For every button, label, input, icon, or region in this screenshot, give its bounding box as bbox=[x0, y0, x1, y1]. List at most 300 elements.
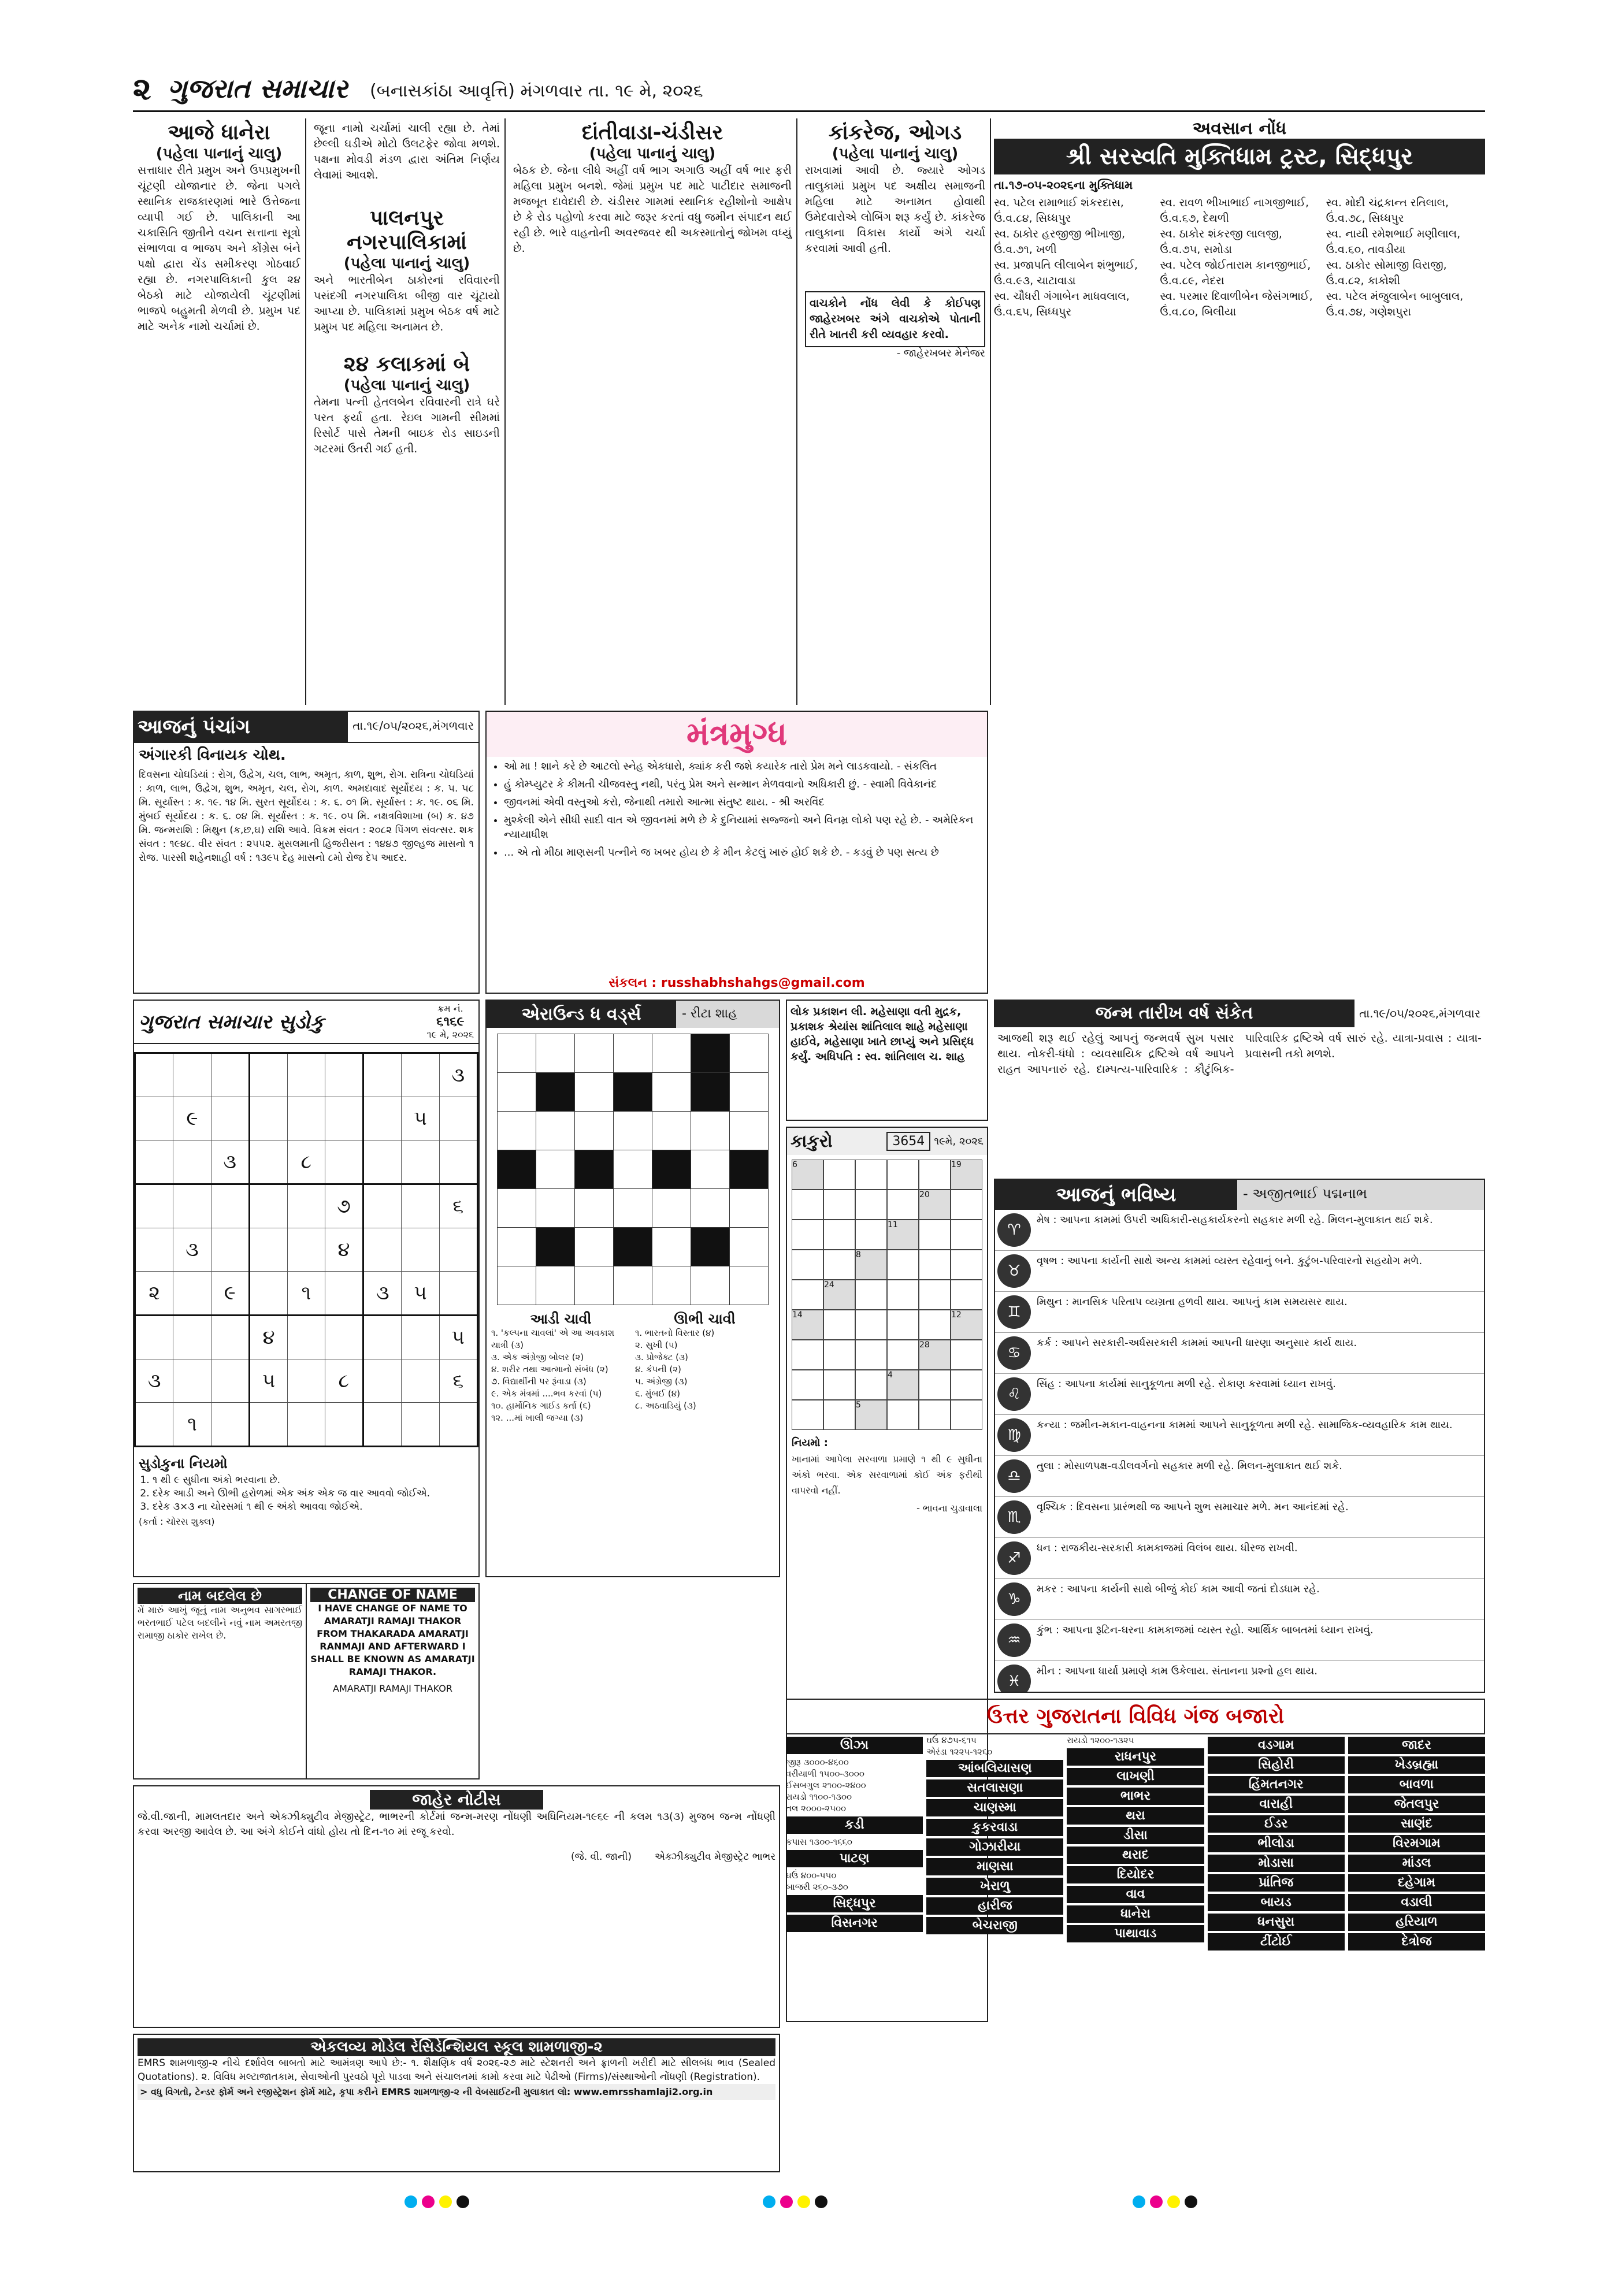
across-clue: ૪. શરીર તથા આત્માનો સંબંધ (૨) bbox=[491, 1364, 608, 1374]
sudoku-cell bbox=[211, 1403, 249, 1447]
market-column bbox=[926, 1734, 1063, 1953]
sudoku-rule: 3. દરેક ૩×૩ ના ચોરસમાં ૧ થી ૯ અંકો આવવા જોઈએ. bbox=[153, 1500, 474, 1514]
horoscope-text: કન્યા : જમીન-મકાન-વાહનના કામમાં આપને સાનુકૂળતા મળી રહે. સામાજિક-વ્યવહારિક કામ થાય. bbox=[1037, 1419, 1453, 1431]
market-name: કુકરવાડા bbox=[926, 1819, 1063, 1836]
sudoku-cell bbox=[363, 1403, 402, 1447]
sudoku-cell bbox=[173, 1053, 211, 1097]
kakuro-number: 3654 bbox=[886, 1132, 930, 1151]
magenta-dot bbox=[1150, 2195, 1163, 2208]
mantra-title: મંત્રમુગ્ધ bbox=[487, 712, 987, 757]
article-body: અને ભારતીબેન ઠાકોરનાં રવિવારની પસંદગી નગરપાલિકા બીજી વાર ચૂંટાયો આપ્યા છે. પાલિકામાં પ્રમુખ બેઠક વર્ષ માટે પ્રમુખ પદ મહિલા અનામત છે. bbox=[314, 274, 500, 333]
crossword-cell bbox=[498, 1073, 536, 1112]
market-name: ટીંટોઈ bbox=[1208, 1933, 1345, 1951]
sudoku-cell bbox=[363, 1359, 402, 1403]
market-name: વડાલી bbox=[1348, 1894, 1485, 1911]
across-clue: ૯. એક મંત્રમાં ....ભવ કરવાં (૫) bbox=[491, 1388, 602, 1399]
horoscope-title: આજનું ભવિષ્ય bbox=[995, 1180, 1237, 1210]
market-rate: રાયડો ૧૨૦૦-૧૩૨૫ bbox=[1067, 1735, 1134, 1745]
sudoku-cell bbox=[211, 1228, 249, 1272]
zodiac-icon: ♊ bbox=[997, 1295, 1031, 1329]
kakuro-cell bbox=[919, 1310, 951, 1340]
market-name: વાવ bbox=[1067, 1886, 1204, 1903]
sudoku-cell bbox=[439, 1097, 477, 1140]
crossword-cell bbox=[614, 1150, 652, 1189]
article-dantiwada bbox=[509, 118, 797, 705]
market-name: પાટણ bbox=[786, 1850, 923, 1867]
namechange-en-sign: AMARATJI RAMAJI THAKOR bbox=[333, 1683, 452, 1694]
crossword-cell bbox=[652, 1189, 691, 1228]
article-body: તેમના પત્ની હેતલબેન રવિવારની રાત્રે ઘરે પરત ફર્યા હતા. રેઇલ ગામની સીમમાં રિસોર્ટ પાસે તેમની બાઇક રોડ સાઇડની ગટરમાં ઉતરી ગઈ હતી. bbox=[314, 396, 500, 455]
crossword-cell bbox=[691, 1073, 730, 1112]
down-clue: ૧. ભારતનો વિસ્તાર (૪) bbox=[635, 1328, 715, 1338]
market-name: ભાભર bbox=[1067, 1788, 1204, 1805]
kakuro-cell bbox=[792, 1370, 823, 1400]
birthday-section bbox=[994, 1000, 1485, 1173]
market-name: દિયોદર bbox=[1067, 1866, 1204, 1883]
sudoku-cell bbox=[135, 1097, 173, 1140]
kakuro-cell bbox=[919, 1280, 951, 1310]
sudoku-cell: ૫ bbox=[249, 1359, 287, 1403]
sudoku-credit: (કર્તા : ચોરસ શુક્લ) bbox=[139, 1516, 215, 1527]
crossword-cell bbox=[730, 1189, 769, 1228]
market-name: સિદ્ધપુર bbox=[786, 1895, 923, 1912]
crossword-cell bbox=[536, 1228, 575, 1266]
kakuro-cell bbox=[792, 1220, 823, 1250]
emrs-body: EMRS શામળાજી-૨ નીચે દર્શાવેલ બાબતો માટે આમંત્રણ આપે છે:- ૧. શૈક્ષણિક વર્ષ ૨૦૨૬-૨૭ માટે સ્ટેશનરી અને ફ્રાળની ખરીદી માટે સીલબંધ ભાવ (Sealed Quotations). ૨. વિવિધ મલ્ટાજાતકામ, સેવાઓની પુરવઠો પૂરો પાડવા અને સંચાલનમાં કામો કરવા માટે પેઢીઓ (Firms)/સંસ્થાઓની નોંધણી (Registration). bbox=[138, 2057, 775, 2083]
obituary-section bbox=[994, 118, 1485, 705]
crossword-cell bbox=[730, 1150, 769, 1189]
market-name: બાવળા bbox=[1348, 1776, 1485, 1793]
sudoku-section bbox=[133, 1000, 480, 1577]
sudoku-cell bbox=[439, 1140, 477, 1184]
market-name: ઊંઝા bbox=[786, 1737, 923, 1754]
kakuro-cell bbox=[823, 1340, 855, 1370]
crossword-cell bbox=[575, 1266, 614, 1305]
crossword-cell bbox=[575, 1073, 614, 1112]
sudoku-cell bbox=[249, 1140, 287, 1184]
crossword-row bbox=[498, 1150, 769, 1189]
sudoku-cell bbox=[439, 1272, 477, 1316]
article-subtitle: (પહેલા પાનાનું ચાલુ) bbox=[343, 377, 470, 394]
kakuro-cell bbox=[823, 1370, 855, 1400]
crossword-cell bbox=[652, 1266, 691, 1305]
crossword-cell bbox=[652, 1228, 691, 1266]
crossword-cell bbox=[614, 1189, 652, 1228]
markets-section bbox=[786, 1699, 1485, 2172]
kakuro-cell bbox=[823, 1250, 855, 1280]
market-name: પાથાવાડ bbox=[1067, 1925, 1204, 1942]
sudoku-row bbox=[135, 1097, 478, 1140]
market-column bbox=[786, 1734, 923, 1953]
kakuro-cell bbox=[855, 1280, 887, 1310]
crossword-cell bbox=[575, 1228, 614, 1266]
market-name: હરિયાળ bbox=[1348, 1914, 1485, 1931]
crossword-row bbox=[498, 1112, 769, 1150]
kakuro-cell bbox=[887, 1190, 919, 1220]
market-name: દેત્રોજ bbox=[1348, 1933, 1485, 1951]
mantra-line: • ... એ તો મીઠા માણસની પત્નીને જ ખબર હોય છે કે મીન કેટલું ખારું હોઈ શકે છે. - કડવું છે પણ સત્ય છે bbox=[504, 845, 982, 860]
crossword-cell bbox=[498, 1112, 536, 1150]
horoscope-row bbox=[995, 1661, 1484, 1693]
horoscope-text: કર્ક : આપને સરકારી-અર્ધસરકારી કામમાં આપની ધારણા અનુસાર કાર્ય થાય. bbox=[1037, 1337, 1357, 1349]
crossword-section bbox=[485, 1000, 780, 1577]
sudoku-cell: ૭ bbox=[325, 1184, 363, 1228]
across-clue: ૧૨. ...માં ખાલી જગ્યા (૩) bbox=[491, 1413, 584, 1423]
horoscope-text: વૃશ્ચિક : દિવસના પ્રારંભથી જ આપને શુભ સમાચાર મળે. મન આનંદમાં રહે. bbox=[1037, 1501, 1349, 1513]
down-clues bbox=[635, 1327, 774, 1412]
mantra-section bbox=[485, 711, 988, 994]
obituary-entry: સ્વ. પટેલ મંજુલાબેન બાબુલાલ, ઉં.વ.૭૪, ગણેશપુરા bbox=[1326, 290, 1464, 318]
sudoku-cell: ૯ bbox=[211, 1272, 249, 1316]
kakuro-cell bbox=[919, 1220, 951, 1250]
kakuro-cell bbox=[823, 1310, 855, 1340]
crossword-cell bbox=[691, 1228, 730, 1266]
sudoku-cell bbox=[288, 1097, 325, 1140]
sudoku-cell: ૬ bbox=[439, 1184, 477, 1228]
kakuro-cell bbox=[823, 1160, 855, 1190]
cyan-dot bbox=[404, 2195, 417, 2208]
crossword-cell bbox=[498, 1228, 536, 1266]
namechange-body: મેં મારું આખું જૂનું નામ અનુભવ સાગરભાઈ ભરતભાઈ પટેલ બદલીને નવું નામ અમરતજી રામાજી ઠાકોર રાખેલ છે. bbox=[138, 1604, 302, 1641]
kakuro-cell bbox=[951, 1370, 982, 1400]
black-dot bbox=[815, 2195, 827, 2208]
market-rate: બાજરી ૨૬૦-૩૭૦ bbox=[786, 1882, 848, 1892]
sudoku-cell: ૩ bbox=[211, 1140, 249, 1184]
page-number: ૨ bbox=[133, 70, 151, 107]
market-name: સિહોરી bbox=[1208, 1756, 1345, 1774]
sudoku-cell bbox=[249, 1053, 287, 1097]
sudoku-cell bbox=[249, 1403, 287, 1447]
crossword-cell bbox=[730, 1266, 769, 1305]
market-name: માણસા bbox=[926, 1858, 1063, 1875]
horoscope-text: કુંભ : આપના રૂટિન-ઘરના કામકાજમાં વ્યસ્ત રહો. આર્થિક બાબતમાં ધ્યાન રાખવું. bbox=[1037, 1624, 1374, 1636]
market-rate: વરીયાળી ૧૫૦૦-૩૦૦૦ bbox=[786, 1769, 864, 1779]
market-rate: કપાસ ૧૩૦૦-૧૬૬૦ bbox=[786, 1837, 852, 1847]
sudoku-cell: ૫ bbox=[402, 1272, 439, 1316]
zodiac-icon: ♑ bbox=[997, 1582, 1031, 1616]
market-name: માંડલ bbox=[1348, 1855, 1485, 1872]
market-name: ભીલોડા bbox=[1208, 1835, 1345, 1852]
sudoku-cell bbox=[363, 1316, 402, 1359]
crossword-cell bbox=[691, 1112, 730, 1150]
notice-sign-name: (જે. વી. જાની) bbox=[571, 1851, 632, 1863]
kakuro-cell: 14 bbox=[792, 1310, 823, 1340]
black-dot bbox=[1185, 2195, 1197, 2208]
kakuro-cell: 20 bbox=[919, 1190, 951, 1220]
sudoku-cell bbox=[249, 1097, 287, 1140]
horoscope-text: મકર : આપના કાર્યની સાથે બીજું કોઈ કામ આવી જતાં દોડધામ રહે. bbox=[1037, 1583, 1320, 1595]
horoscope-text: વૃષભ : આપના કાર્યની સાથે અન્ય કામમાં વ્યસ્ત રહેવાનું બને. કુટુંબ-પરિવારનો સહયોગ મળે. bbox=[1037, 1255, 1423, 1267]
crossword-row bbox=[498, 1073, 769, 1112]
article-palanpur bbox=[309, 118, 506, 705]
sudoku-rules bbox=[139, 1474, 474, 1514]
crossword-row bbox=[498, 1189, 769, 1228]
edition-line: (બનાસકાંઠા આવૃત્તિ) મંગળવાર તા. ૧૯ મે, ૨૦૨૬ bbox=[370, 81, 703, 101]
market-name: ઈડર bbox=[1208, 1815, 1345, 1833]
sudoku-cell bbox=[325, 1140, 363, 1184]
sudoku-cell bbox=[135, 1403, 173, 1447]
birthday-date: તા.૧૯/૦૫/૨૦૨૬,મંગળવાર bbox=[1359, 1006, 1480, 1020]
sudoku-cell bbox=[288, 1316, 325, 1359]
sudoku-cell bbox=[211, 1184, 249, 1228]
sudoku-grid bbox=[134, 1052, 478, 1447]
kakuro-cell bbox=[855, 1220, 887, 1250]
market-rate: રાયડો ૧૧૦૦-૧૩૦૦ bbox=[786, 1792, 852, 1802]
sudoku-row bbox=[135, 1272, 478, 1316]
sudoku-cell: ૮ bbox=[288, 1140, 325, 1184]
market-name: થરાદ bbox=[1067, 1847, 1204, 1864]
notice-title: જાહેર નોટીસ bbox=[370, 1790, 543, 1810]
magenta-dot bbox=[780, 2195, 793, 2208]
sudoku-cell bbox=[211, 1097, 249, 1140]
sudoku-cell: ૪ bbox=[325, 1228, 363, 1272]
kakuro-cell: 19 bbox=[951, 1160, 982, 1190]
down-clue: ૮. અઠવાડિયું (૩) bbox=[635, 1400, 696, 1411]
market-name: ખેડબ્રહ્મા bbox=[1348, 1756, 1485, 1774]
article-title: ૨૪ કલાકમાં બે bbox=[343, 352, 470, 376]
sudoku-rule: 2. દરેક આડી અને ઊભી હરોળમાં એક અંક એક જ વાર આવવો જોઈએ. bbox=[153, 1487, 474, 1500]
horoscope-row bbox=[995, 1292, 1484, 1333]
crossword-cell bbox=[498, 1266, 536, 1305]
birthday-body: આજથી શરૂ થઈ રહેલું આપનું જન્મવર્ષ સુખ પસાર થાય. નોકરી-ધંધો : વ્યવસાયિક દ્રષ્ટિએ વર્ષ આપને રાહત આપનારું રહે. દામ્પત્ય-પારિવારિક : કૌટુંબિક-પારિવારિક દ્રષ્ટિએ વર્ષ સારું રહે. યાત્રા-પ્રવાસ : યાત્રા-પ્રવાસની તકો મળશે. bbox=[997, 1032, 1482, 1076]
down-clue: ૪. કંપની (૨) bbox=[635, 1364, 681, 1374]
kakuro-cell bbox=[887, 1400, 919, 1430]
kakuro-cell bbox=[919, 1250, 951, 1280]
zodiac-icon: ♎ bbox=[997, 1459, 1031, 1493]
market-rate: તલ ૨૦૦૦-૨૫૦૦ bbox=[786, 1803, 847, 1814]
down-title: ઊભી ચાવી bbox=[674, 1311, 736, 1327]
panchang-date: તા.૧૯/૦૫/૨૦૨૬,મંગળવાર bbox=[352, 719, 474, 733]
crossword-cell bbox=[730, 1112, 769, 1150]
kakuro-cell: 28 bbox=[919, 1340, 951, 1370]
obituary-entry: સ્વ. પ્રજાપતિ લીલાબેન શંભુભાઈ, ઉં.વ.૯૩, ચાટાવાડા bbox=[994, 259, 1138, 287]
kakuro-cell bbox=[792, 1280, 823, 1310]
obituary-date: તા.૧૭-૦૫-૨૦૨૬ના મુક્તિધામ bbox=[994, 178, 1133, 192]
obituary-entry: સ્વ. ઠાકોર સોમાજી વિરાજી, ઉં.વ.૮૨, કાકોશી bbox=[1326, 259, 1447, 287]
market-name: લાખણી bbox=[1067, 1768, 1204, 1785]
horoscope-row bbox=[995, 1497, 1484, 1538]
kakuro-cell bbox=[919, 1370, 951, 1400]
zodiac-icon: ♌ bbox=[997, 1377, 1031, 1411]
kakuro-cell: 11 bbox=[887, 1220, 919, 1250]
sudoku-cell: ૬ bbox=[439, 1359, 477, 1403]
sudoku-cell bbox=[135, 1053, 173, 1097]
sudoku-cell bbox=[402, 1403, 439, 1447]
sudoku-rule: 1. ૧ થી ૯ સુધીના અંકો ભરવાના છે. bbox=[153, 1474, 474, 1487]
magenta-dot bbox=[422, 2195, 435, 2208]
market-name: સતલાસણા bbox=[926, 1779, 1063, 1797]
market-name: જેતલપુર bbox=[1348, 1796, 1485, 1813]
cyan-dot bbox=[763, 2195, 775, 2208]
crossword-cell bbox=[536, 1266, 575, 1305]
sudoku-cell bbox=[211, 1316, 249, 1359]
crossword-author: - રીટા શાહ bbox=[676, 1001, 779, 1028]
sudoku-cell: ૩ bbox=[135, 1359, 173, 1403]
sudoku-rules-title: સુડોકુના નિયમો bbox=[139, 1455, 228, 1472]
yellow-dot bbox=[797, 2195, 810, 2208]
sudoku-cell bbox=[173, 1359, 211, 1403]
kakuro-cell bbox=[887, 1340, 919, 1370]
sudoku-cell: ૧ bbox=[288, 1272, 325, 1316]
sudoku-cell bbox=[363, 1228, 402, 1272]
notice-sign: - જાહેરખબર મેનેજર bbox=[896, 347, 985, 359]
sudoku-cell bbox=[325, 1053, 363, 1097]
sudoku-cell bbox=[249, 1228, 287, 1272]
kakuro-cell: 4 bbox=[887, 1370, 919, 1400]
article-body: સત્તાધાર રીતે પ્રમુખ અને ઉપપ્રમુખની ચૂંટણી યોજાનાર છે. જેના પગલે સ્થાનિક રાજકારણમાં ભારે ઉત્તેજના વ્યાપી ગઈ છે. પાલિકાની આ ચકાસિતિ જીતીને વચન સત્તાના સૂત્રો સંભાળવા વ ભાજપ અને કોંગ્રેસ બંને પક્ષો દ્વારા ચેંડ સમીકરણ ગોઠવાઈ રહ્યા છે. નગરપાલિકાની કુલ ૨૪ બેઠકો માટે યોજાયેલી ચૂંટણીમાં ભાજપે બહુમતી મેળવી છે. પ્રમુખ પદ માટે અનેક નામો ચર્ચામાં છે. bbox=[138, 164, 300, 333]
crossword-cell bbox=[536, 1189, 575, 1228]
kakuro-cell bbox=[951, 1340, 982, 1370]
market-name: વડગામ bbox=[1208, 1737, 1345, 1754]
across-clue: ૩. એક અંગ્રેજી બોલર (૨) bbox=[491, 1352, 584, 1362]
crossword-cell bbox=[536, 1073, 575, 1112]
obituary-title: શ્રી સરસ્વતિ મુક્તિધામ ટ્રસ્ટ, સિદ્ધપુર bbox=[994, 139, 1485, 174]
kakuro-rules-title: નિયમો : bbox=[792, 1437, 828, 1449]
market-name: મોડાસા bbox=[1208, 1855, 1345, 1872]
market-column bbox=[1348, 1734, 1485, 1953]
crossword-cell bbox=[614, 1034, 652, 1073]
horoscope-row bbox=[995, 1251, 1484, 1292]
crossword-cell bbox=[730, 1034, 769, 1073]
obituary-entry: સ્વ. ઠાકોર શંકરજી લાલજી, ઉં.વ.૭૫, સમોડા bbox=[1160, 228, 1282, 256]
sudoku-cell: ૫ bbox=[402, 1097, 439, 1140]
article-subtitle: (પહેલા પાનાનું ચાલુ) bbox=[155, 145, 283, 162]
imprint-text: લોક પ્રકાશન લી. મહેસાણા વતી મુદ્રક, પ્રકાશક શ્રેયાંસ શાંતિલાલ શાહે મહેસાણા હાઈવે, મહેસાણા ખાતે છાપ્યું અને પ્રસિદ્ધ કર્યું. અધિપતિ : સ્વ. શાંતિલાલ ચ. શાહ bbox=[791, 1005, 974, 1063]
article-subtitle: (પહેલા પાનાનું ચાલુ) bbox=[343, 255, 470, 272]
horoscope-row bbox=[995, 1620, 1484, 1661]
markets-title: ઉત્તર ગુજરાતના વિવિધ ગંજ બજારો bbox=[786, 1699, 1485, 1734]
kakuro-cell bbox=[951, 1220, 982, 1250]
market-column bbox=[1067, 1734, 1204, 1953]
kakuro-cell bbox=[823, 1400, 855, 1430]
crossword-cell bbox=[536, 1150, 575, 1189]
crossword-cell bbox=[691, 1150, 730, 1189]
sudoku-cell bbox=[288, 1403, 325, 1447]
emrs-footer: > વધુ વિગતો, ટેન્ડર ફોર્મ અને રજીસ્ટ્રેશન ફોર્મ માટે, કૃપા કરીને EMRS શામળાજી-૨ ની વેબસાઈટની મુલાકાત લો: www.emrsshamlaji2.org.in bbox=[138, 2084, 775, 2100]
kakuro-cell bbox=[887, 1280, 919, 1310]
obituary-entry: સ્વ. પરમાર દિવાળીબેન જેસંગભાઈ, ઉં.વ.૮૦, બિલીયા bbox=[1160, 290, 1313, 318]
down-clue: ૩. પ્રોજેક્ટ (૩) bbox=[635, 1352, 688, 1362]
kakuro-cell bbox=[792, 1340, 823, 1370]
horoscope-text: ધન : રાજકીય-સરકારી કામકાજમાં વિલંબ થાય. ધીરજ રાખવી. bbox=[1037, 1542, 1298, 1554]
sudoku-cell: ૩ bbox=[173, 1228, 211, 1272]
sudoku-cell bbox=[363, 1097, 402, 1140]
horoscope-author: - અજીતભાઈ પદ્મનાભ bbox=[1237, 1180, 1484, 1210]
kakuro-date: ૧૯મે, ૨૦૨૬ bbox=[934, 1135, 984, 1147]
notice-body: જે.વી.જાની, મામલતદાર અને એક્ઝીક્યુટીવ મેજીસ્ટ્રેટ, ભાભરની કોર્ટમાં જન્મ-મરણ નોંધણી અધિનિયમ-૧૯૬૯ ની કલમ ૧૩(૩) મુજબ જન્મ નોંધણી કરવા અરજી આવેલ છે. આ અંગે કોઈને વાંધો હોય તો દિન-૧૦ માં રજૂ કરવો. bbox=[138, 1811, 775, 1838]
crossword-row bbox=[498, 1228, 769, 1266]
sudoku-cell: ૧ bbox=[173, 1403, 211, 1447]
zodiac-icon: ♈ bbox=[997, 1213, 1031, 1247]
yellow-dot bbox=[439, 2195, 452, 2208]
article-subtitle: (પહેલા પાનાનું ચાલુ) bbox=[832, 145, 959, 162]
sudoku-cell bbox=[325, 1097, 363, 1140]
kakuro-title: કાકુરો bbox=[791, 1131, 833, 1151]
kakuro-grid bbox=[792, 1160, 982, 1430]
article-title: આજે ધાનેરા bbox=[168, 121, 270, 144]
cyan-dot bbox=[1133, 2195, 1145, 2208]
crossword-cell bbox=[498, 1034, 536, 1073]
market-name: પ્રાંતિજ bbox=[1208, 1874, 1345, 1892]
sudoku-cell bbox=[363, 1140, 402, 1184]
sudoku-num-label: ક્રમ નં. bbox=[437, 1003, 463, 1014]
zodiac-icon: ♍ bbox=[997, 1418, 1031, 1452]
sudoku-cell bbox=[211, 1053, 249, 1097]
panchang-head: અંગારકી વિનાયક ચોથ. bbox=[139, 746, 286, 764]
sudoku-row bbox=[135, 1184, 478, 1228]
horoscope-text: મીન : આપના ધાર્યા પ્રમાણે કામ ઉકેલાય. સંતાનના પ્રશ્નો હલ થાય. bbox=[1037, 1665, 1318, 1677]
horoscope-row bbox=[995, 1456, 1484, 1497]
sudoku-cell bbox=[402, 1053, 439, 1097]
obituary-entry: સ્વ. પટેલ જોઈતારામ કાનજીભાઈ, ઉં.વ.૮૯, નેદરા bbox=[1160, 259, 1311, 287]
mantra-line: • મુશ્કેલી એને સીધી સાદી વાત એ જીવનમાં મળે છે કે દુનિયામાં સજ્જનો અને વિનમ્ર લોકો પણ રહે છે. - અમેરિકન ન્યાયાધીશ bbox=[504, 813, 982, 842]
obituary-entry: સ્વ. પટેલ રામાભાઈ શંકરદાસ, ઉં.વ.૮૪, સિધ્ધપુર bbox=[994, 196, 1124, 225]
market-name: દહેગામ bbox=[1348, 1874, 1485, 1892]
black-dot bbox=[457, 2195, 469, 2208]
market-name: વારાહી bbox=[1208, 1796, 1345, 1813]
markets-columns bbox=[786, 1734, 1485, 1953]
sudoku-cell bbox=[402, 1316, 439, 1359]
obituary-entry: સ્વ. નાયી રમેશભાઈ મણીલાલ, ઉં.વ.૬૦, તાવડીયા bbox=[1326, 228, 1461, 256]
sudoku-date: ૧૯ મે, ૨૦૨૬ bbox=[426, 1029, 474, 1040]
market-name: હારીજ bbox=[926, 1897, 1063, 1915]
namechange-title: નામ બદલેલ છે bbox=[138, 1588, 302, 1604]
namechange-en-body: I HAVE CHANGE OF NAME TO AMARATJI RAMAJI THAKOR FROM THAKARADA AMARATJI RANMAJI AND AFTERWARD I SHALL BE KNOWN AS AMARATJI RAMAJI THAKOR. bbox=[310, 1603, 475, 1677]
market-name: બાયડ bbox=[1208, 1894, 1345, 1911]
horoscope-row bbox=[995, 1374, 1484, 1415]
sudoku-cell bbox=[363, 1184, 402, 1228]
crossword-cell bbox=[498, 1189, 536, 1228]
panchang-body: દિવસના ચોઘડિયાં : રોગ, ઉદ્વેગ, ચલ, લાભ, અમૃત, કાળ, શુભ, રોગ. રાત્રિના ચોઘડિયાં : કાળ, લાભ, ઉદ્વેગ, શુભ, અમૃત, ચલ, રોગ, કાળ. અમદાવાદ સૂર્યોદય : ક. ૫. ૫૮ મિ. સૂર્યાસ્ત : ક. ૧૯. ૧૪ મિ. સુરત સૂર્યોદય : ક. ૬. ૦૧ મિ. સૂર્યાસ્ત : ક. ૧૯. ૦૬ મિ. મુંબઈ સૂર્યોદય : ક. ૬. ૦૪ મિ. સૂર્યાસ્ત : ક. ૧૯. ૦૫ મિ. નક્ષત્રવિશાખા (બ) ક. ૪૭ મિ. જન્મરાશિ : મિથુન (ક,છ,ઘ) રાશિ આવે. વિક્રમ સંવત : ૨૦૮૨ પિંગળ સંવત્સર. શક સંવત : ૧૯૪૮. વીર સંવત : ૨૫૫૨. મુસલમાની હિજરીસન : ૧૪૪૭ જીલ્હજ માસનો ૧ રોજ. પારસી શહેનશાહી વર્ષ : ૧૩૯૫ દેહ માસનો ૮મો રોજ દેપ આદર. bbox=[139, 769, 474, 864]
panchang-title: આજનું પંચાંગ bbox=[134, 712, 348, 742]
crossword-cell bbox=[575, 1189, 614, 1228]
sudoku-row bbox=[135, 1140, 478, 1184]
birthday-title: જન્મ તારીખ વર્ષ સંકેત bbox=[994, 1000, 1354, 1027]
mantra-line: • હું કોમ્પ્યુટર કે કીમતી ચીજવસ્તુ નથી, પરંતુ પ્રેમ અને સન્માન મેળવવાનો અધિકારી છું. - સ્વામી વિવેકાનંદ bbox=[504, 777, 982, 792]
sudoku-number: ૬૧૬૯ bbox=[436, 1015, 465, 1029]
market-name: ડીસા bbox=[1067, 1827, 1204, 1844]
market-rate: ઘઉં ૪૭૫-૬૧૫ bbox=[926, 1735, 977, 1745]
crossword-cell bbox=[652, 1034, 691, 1073]
sudoku-cell bbox=[402, 1140, 439, 1184]
market-column bbox=[1208, 1734, 1345, 1953]
registration-marks-left bbox=[404, 2195, 520, 2213]
obituary-entry: સ્વ. રાવળ ભીખાભાઈ નાગજીભાઈ, ઉં.વ.૬૭, દેથળી bbox=[1160, 196, 1309, 225]
market-name: સાણંદ bbox=[1348, 1815, 1485, 1833]
market-name: વિરમગામ bbox=[1348, 1835, 1485, 1852]
market-name: ગોઝારીયા bbox=[926, 1838, 1063, 1856]
kakuro-cell bbox=[951, 1400, 982, 1430]
horoscope-section bbox=[994, 1179, 1485, 1693]
emrs-ad bbox=[133, 2034, 780, 2172]
crossword-grid bbox=[497, 1034, 769, 1305]
sudoku-cell bbox=[402, 1184, 439, 1228]
horoscope-text: મિથુન : માનસિક પરિતાપ વ્યગ્રતા હળવી થાય. આપનું કામ સમયસર થાય. bbox=[1037, 1296, 1348, 1308]
kakuro-cell bbox=[951, 1190, 982, 1220]
sudoku-row bbox=[135, 1228, 478, 1272]
emrs-title: એકલવ્ય મોડેલ રેસિડેન્શિયલ સ્કૂલ શામળાજી-૨ bbox=[138, 2038, 775, 2056]
article-title: દાંતીવાડા-ચંડીસર bbox=[581, 121, 723, 144]
crossword-cell bbox=[614, 1112, 652, 1150]
sudoku-cell bbox=[135, 1140, 173, 1184]
imprint-box bbox=[786, 1000, 988, 1121]
kakuro-cell bbox=[887, 1310, 919, 1340]
sudoku-cell bbox=[135, 1184, 173, 1228]
sudoku-cell bbox=[439, 1403, 477, 1447]
zodiac-icon: ♐ bbox=[997, 1541, 1031, 1575]
market-name: ધાનેરા bbox=[1067, 1905, 1204, 1923]
sudoku-cell: ૯ bbox=[173, 1097, 211, 1140]
